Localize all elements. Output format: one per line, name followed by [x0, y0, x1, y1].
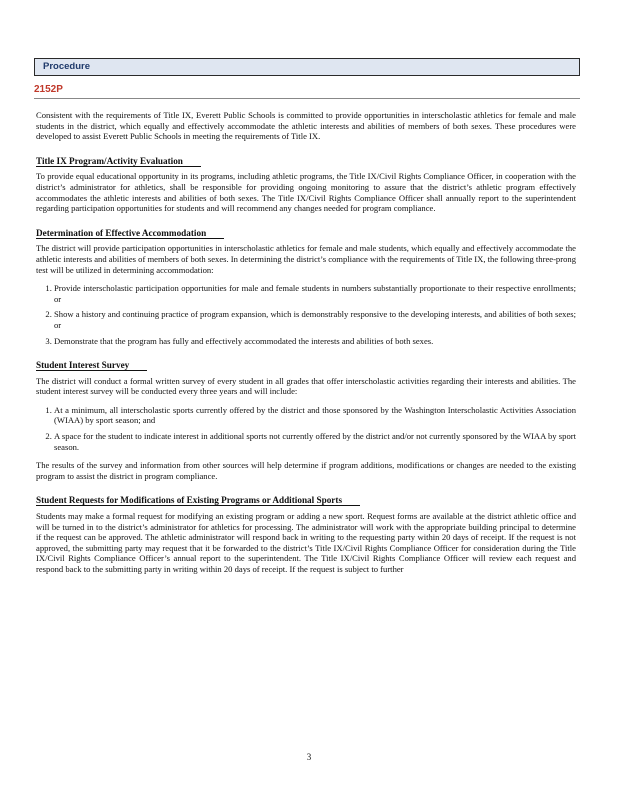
list-item: 1. At a minimum, all interscholastic sports currently offered by the district and those sponsored by the Washington Interscholastic Activities Association (WIAA) by sport season; and [54, 405, 576, 426]
procedure-banner [34, 58, 580, 76]
accommodation-paragraph: The district will provide participation opportunities in interscholastic athletics for female and male students, which equally and effectively accommodate the athletic interests and abilities of members of both sexes. In determining the district’s compliance with the requirements of Title IX, the following three-prong test will be utilized in determining accommodation: [36, 243, 576, 275]
list-item: 2. Show a history and continuing practice of program expansion, which is demonstrably responsive to the developing interests, and abilities of both sexes; or [54, 309, 576, 330]
requests-paragraph: Students may make a formal request for modifying an existing program or adding a new sport. Request forms are available at the district athletic office and will be turned in to the district’s administrator for athletics for processing. The administrator will work with the appropriate building principal to determine if the request can be approved. The athletic administrator will respond back in writing to the requesting party within 20 days of receipt. If the request is not approved, the submitting party may request that it be forwarded to the district’s Title IX/Civil Rights Compliance Officer for consideration during the Title IX/Civil Rights Compliance Officer’s annual report to the superintendent. The Title IX/Civil Rights Compliance Officer will review each request and respond back to the submitting party in writing within 20 days of receipt. If the request is subject to further [36, 511, 576, 574]
survey-list [36, 405, 576, 452]
page-number: 3 [306, 752, 312, 762]
survey-closing-paragraph: The results of the survey and information from other sources will help determine if program additions, modifications or changes are needed to the existing program to assist the district in program compliance. [36, 460, 576, 481]
evaluation-paragraph: To provide equal educational opportunity in its programs, including athletic programs, the Title IX/Civil Rights Compliance Officer, in cooperation with the district’s administrator for athletics, shall be responsible for providing ongoing monitoring to assure that the district’s athletic program effectively accommodates the athletic interests and abilities of both sexes. The Title IX/Civil Rights Compliance Officer shall annually report to the superintendent regarding participation opportunities for students and will recommend any changes needed for program compliance. [36, 171, 576, 214]
list-item: 2. A space for the student to indicate interest in additional sports not currently offered by the district and/or not currently sponsored by the WIAA by sport season. [54, 431, 576, 452]
accommodation-heading: Determination of Effective Accommodation [36, 228, 576, 239]
survey-paragraph: The district will conduct a formal written survey of every student in all grades that offer interscholastic activities regarding their interests and abilities. The student interest survey will be conducted every three years and will include: [36, 375, 576, 397]
requests-heading: Student Requests for Modifications of Existing Programs or Additional Sports [36, 495, 576, 506]
procedure-label: Procedure [43, 61, 90, 72]
intro-paragraph: Consistent with the requirements of Title IX, Everett Public Schools is committed to provide opportunities in interscholastic athletics for female and male students in the district, which equally and effectively accommodate the athletic interests and abilities of members of both sexes. These procedures were developed to assist Everett Public Schools in meeting the requirements of Title IX. [36, 110, 576, 142]
document-body [36, 110, 576, 583]
accommodation-list [36, 283, 576, 346]
evaluation-heading: Title IX Program/Activity Evaluation [36, 156, 576, 167]
list-item: 3. Demonstrate that the program has fully and effectively accommodated the interests and abilities of both sexes. [54, 336, 576, 347]
list-item: 1. Provide interscholastic participation opportunities for male and female students in numbers substantially proportionate to their respective enrollments; or [54, 283, 576, 304]
survey-heading: Student Interest Survey [36, 360, 576, 371]
header-divider [34, 98, 580, 99]
policy-code: 2152P [34, 84, 63, 95]
